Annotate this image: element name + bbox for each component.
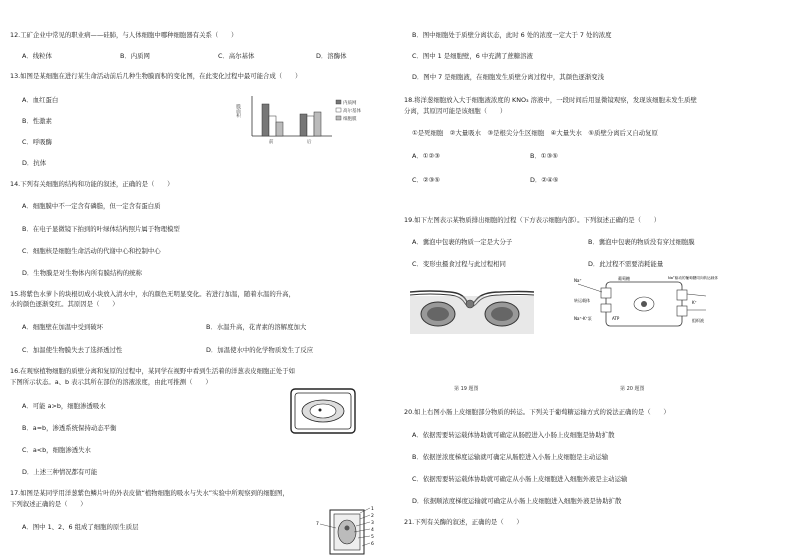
bar-after-membrane — [314, 112, 321, 136]
q20-option-a: A．依据需要转运载体协助就可确定从肠腔进入小肠上皮细胞是协助扩散 — [412, 431, 615, 439]
label-2: 2 — [371, 514, 374, 519]
chart-ylabel: 膜面积 — [235, 104, 241, 118]
label-4: 4 — [371, 528, 374, 533]
label-ecf: 组织液 — [692, 318, 704, 323]
q12-option-c: C．高尔基体 — [218, 52, 255, 60]
label-pump: Na⁺-K⁺泵 — [574, 316, 592, 321]
q18-stem-line2: 分离，其原因可能是该细胞（ ） — [404, 107, 507, 115]
q12-option-d: D．溶酶体 — [316, 52, 347, 60]
q14-stem: 14.下列有关细胞的结构和功能的叙述，正确的是（ ） — [10, 180, 174, 188]
legend-swatch-membrane — [336, 116, 341, 120]
label-7: 7 — [316, 522, 319, 527]
chart-xlabel-before: 前 — [269, 140, 274, 145]
q16-stem-line2: 下图所示状态。a、b 表示其所在部位的溶液浓度，由此可推测（ ） — [10, 378, 212, 386]
bar-before-golgi — [269, 116, 276, 136]
label-atp: ATP — [612, 316, 620, 321]
q20-stem: 20.如上右图小肠上皮细胞部分物质的转运。下列关于葡萄糖运输方式的说法正确的是（ ） — [404, 408, 670, 416]
q13-membrane-chart — [232, 92, 372, 146]
q15-stem-line1: 15.将紫色水萝卜的块根切成小块放入清水中，水的颜色无明显变化。若进行加温，随着水温的升高， — [10, 290, 295, 298]
q17-stem-line2: 下列叙述正确的是（ ） — [10, 500, 87, 508]
q21-stem: 21.下列有关酶的叙述，正确的是（ ） — [404, 518, 523, 526]
bar-after-er — [300, 114, 307, 136]
q18-option-b: B．①③⑤ — [530, 152, 558, 160]
q16-option-c: C．a<b，细胞渗透失水 — [22, 446, 91, 454]
q12-stem: 12.工矿企业中常见的职业病——硅肺，与人体细胞中哪种细胞器有关系（ ） — [10, 31, 238, 39]
q13-option-a: A．血红蛋白 — [22, 96, 59, 104]
q15-option-d: D．加温使水中的化学物质发生了反应 — [206, 346, 314, 354]
q20-option-b: B．依据逆浓度梯度运输就可确定从肠腔进入小肠上皮细胞是主动运输 — [412, 453, 609, 461]
q19-option-c: C．变形虫摄食过程与此过程相同 — [412, 260, 506, 268]
fig20-caption: 第 20 题图 — [620, 386, 645, 392]
q18-option-d: D．②④⑤ — [530, 176, 559, 184]
label-6: 6 — [371, 542, 374, 547]
q18-choices: ①是死细胞 ②大量吸水 ③是根尖分生区细胞 ④大量失水 ⑤质壁分离后又自动复原 — [412, 129, 658, 137]
fig19-caption: 第 19 题图 — [454, 386, 479, 392]
q16-option-d: D．上述三种情况都有可能 — [22, 468, 98, 476]
q16-stem-line1: 16.在观察植物细胞的质壁分离和复原的过程中，某同学在视野中看到生活着的洋葱表皮细胞正处于如 — [10, 367, 295, 375]
q19-stem: 19.如下左图表示某物质排出细胞的过程（下方表示细胞内部）。下列叙述正确的是（ ） — [404, 216, 661, 224]
legend-swatch-er — [336, 100, 341, 104]
q12-option-b: B．内质网 — [120, 52, 150, 60]
q18-option-c: C．②③⑤ — [412, 176, 441, 184]
label-na: Na⁺ — [574, 278, 582, 283]
q17-option-a: A．图中 1、2、6 组成了细胞的原生质层 — [22, 523, 139, 531]
q12-option-a: A．线粒体 — [22, 52, 52, 60]
q17-option-d: D．图中 7 是细胞液，在细胞发生质壁分离过程中，其颜色逐渐变浅 — [412, 73, 604, 81]
bar-before-membrane — [276, 122, 283, 136]
q16-option-b: B．a=b，渗透系统保持动态平衡 — [22, 424, 117, 432]
q14-option-c: C．细胞核是细胞生命活动的代谢中心和控制中心 — [22, 247, 161, 255]
q17-stem-line1: 17.如图是某同学用洋葱紫色鳞片叶的外表皮做“植物细胞的吸水与失水”实验中所观察到的细胞图， — [10, 489, 289, 497]
legend-membrane: 细胞膜 — [343, 117, 357, 122]
q19-option-a: A．囊泡中包裹的物质一定是大分子 — [412, 238, 513, 246]
bar-after-golgi — [307, 116, 314, 136]
q13-stem: 13.如图是某细胞在进行某生命活动前后几种生物膜面积的变化图，在此变化过程中最可能合成（ ） — [10, 72, 302, 80]
label-k: K⁺ — [692, 300, 697, 305]
q20-option-c: C．依据需要转运载体协助就可确定从小肠上皮细胞进入细胞外液是主动运输 — [412, 475, 628, 483]
q19-option-b: B．囊泡中包裹的物质没有穿过细胞膜 — [588, 238, 695, 246]
q17-option-b: B．图中细胞处于质壁分离状态，此时 6 处的浓度一定大于 7 处的浓度 — [412, 31, 612, 39]
q15-option-a: A．细胞壁在加温中受到破坏 — [22, 323, 104, 331]
label-1: 1 — [371, 507, 374, 512]
legend-er: 内质网 — [343, 101, 357, 106]
q16-option-a: A．可能 a>b，细胞渗透吸水 — [22, 402, 106, 410]
bar-before-er — [262, 104, 269, 136]
label-glucose: 葡萄糖 — [618, 276, 630, 281]
q20-transport-figure — [568, 272, 718, 334]
label-3: 3 — [371, 521, 374, 526]
q19-exocytosis-figure — [410, 280, 534, 334]
q17-cell-figure — [316, 504, 386, 558]
label-channel: 转运载体 — [574, 298, 590, 303]
q19-option-d: D．此过程不需要消耗能量 — [588, 260, 664, 268]
q15-option-b: B．水温升高，花青素的溶解度加大 — [206, 323, 307, 331]
q13-option-d: D．抗体 — [22, 159, 47, 167]
chart-xlabel-after: 后 — [307, 140, 312, 145]
q14-option-a: A．细胞膜中不一定含有磷脂，但一定含有蛋白质 — [22, 202, 161, 210]
label-5: 5 — [371, 535, 374, 540]
q15-option-c: C．加温使生物膜失去了选择透过性 — [22, 346, 123, 354]
q14-option-b: B．在电子显微镜下拍到的叶绿体结构照片属于物理模型 — [22, 225, 180, 233]
q18-stem-line1: 18.将洋葱细胞放入大于细胞液浓度的 KNO₃ 溶液中，一段时间后用显微镜观察，发现该细胞未发生质壁 — [404, 96, 697, 104]
legend-golgi: 高尔基体 — [343, 109, 361, 114]
q15-stem-line2: 水的颜色逐渐变红。其原因是（ ） — [10, 300, 119, 308]
q16-cell-figure — [290, 388, 356, 434]
q13-option-b: B．性激素 — [22, 117, 52, 125]
carrier-shape — [601, 288, 611, 298]
q13-option-c: C．呼吸酶 — [22, 138, 53, 146]
q14-option-d: D．生物膜是对生物体内所有膜结构的统称 — [22, 269, 142, 277]
label-carrier: Na⁺驱动的葡萄糖同向转运载体 — [668, 276, 718, 280]
q20-option-d: D．依据顺浓度梯度运输就可确定从小肠上皮细胞进入细胞外液是协助扩散 — [412, 497, 622, 505]
legend-swatch-golgi — [336, 108, 341, 112]
q18-option-a: A．①②③ — [412, 152, 440, 160]
q17-option-c: C．图中 1 是细胞壁，6 中充满了蔗糖溶液 — [412, 52, 533, 60]
